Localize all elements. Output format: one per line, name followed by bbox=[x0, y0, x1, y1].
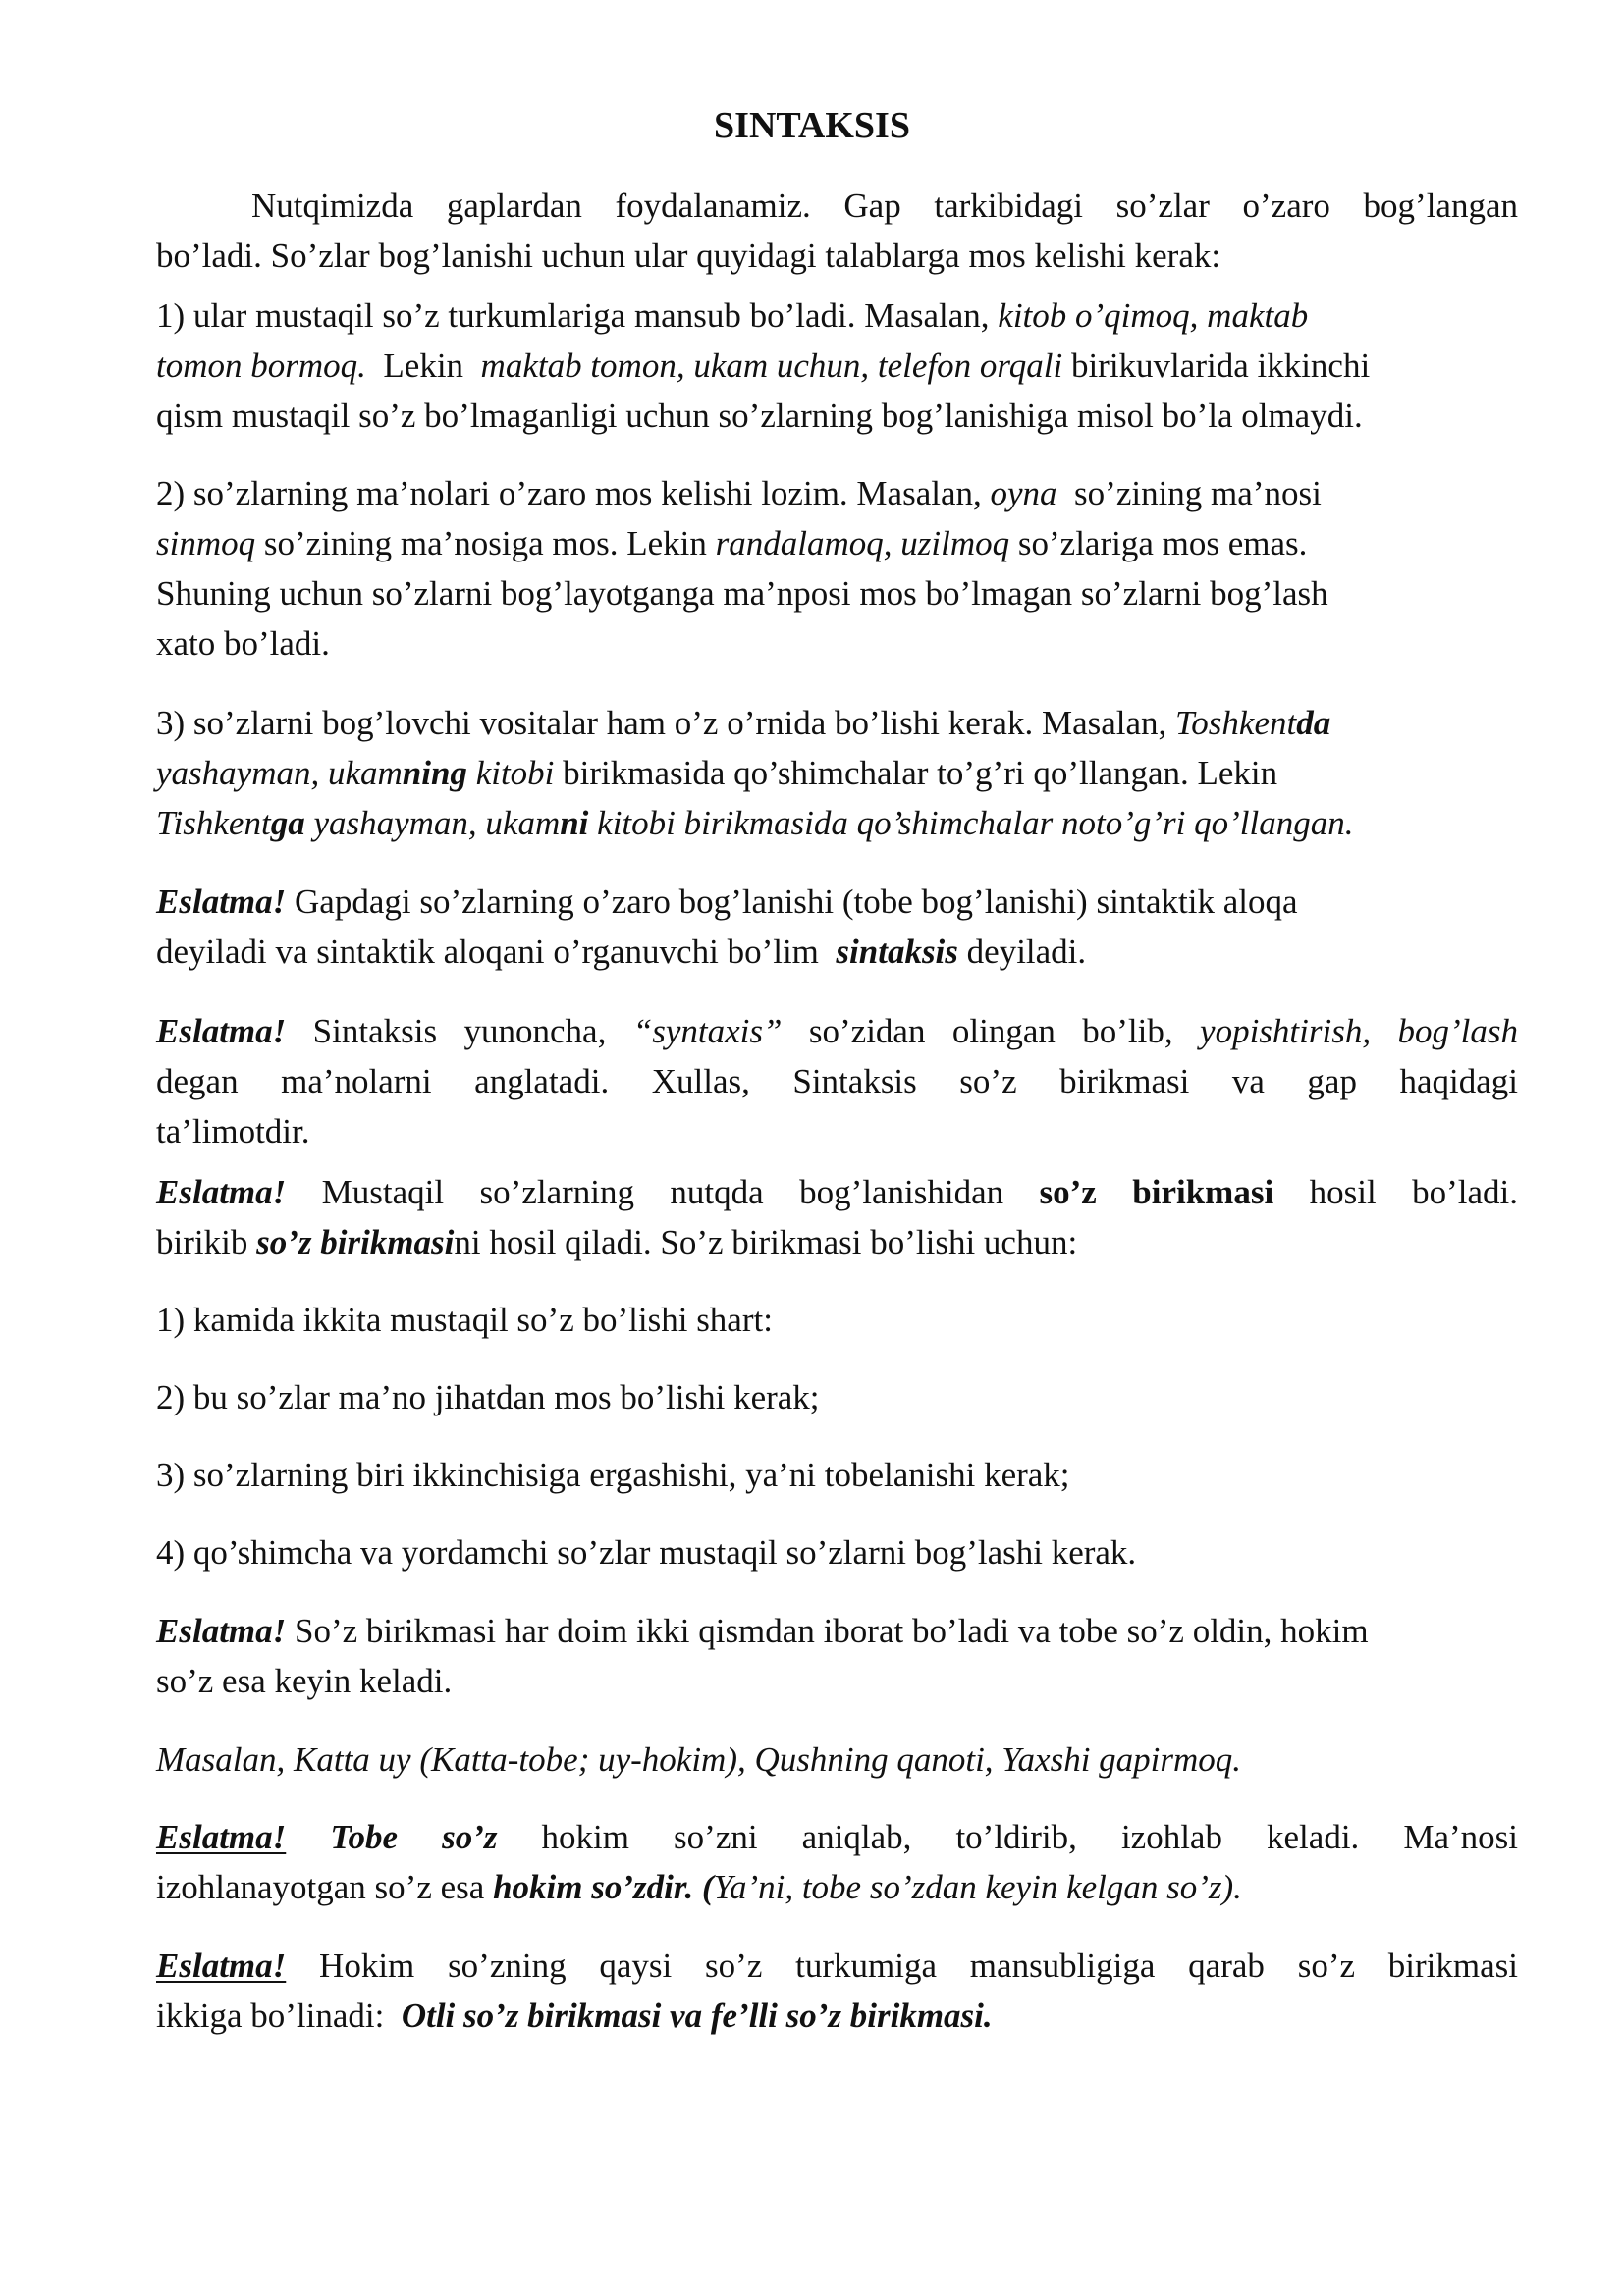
note1-text-3: deyiladi. bbox=[957, 933, 1087, 971]
note2-example: yopishtirish, bog’lash bbox=[1200, 1012, 1519, 1050]
note1-line-1 bbox=[156, 877, 1518, 927]
note5-line-2 bbox=[156, 1862, 1518, 1912]
item2-example: oyna bbox=[990, 474, 1057, 512]
note3-line-2 bbox=[156, 1217, 1518, 1267]
condition-item: 2) bu so’zlar ma’no jihatdan mos bo’lishi kerak; bbox=[156, 1378, 820, 1416]
note6-line-2 bbox=[156, 1991, 1518, 2041]
note6-term: Otli so’z birikmasi va fe’lli so’z birikmasi. bbox=[401, 1997, 993, 2035]
item2-line-3 bbox=[156, 568, 1518, 618]
item1-text-4: qism mustaqil so’z bo’lmaganligi uchun so’zlarning bog’lanishiga misol bo’la olmaydi. bbox=[156, 397, 1363, 435]
item2-text-6: xato bo’ladi. bbox=[156, 624, 330, 663]
item1-line-2 bbox=[156, 341, 1518, 391]
item3-suffix-4: ni bbox=[560, 804, 589, 842]
item3-example-6: kitobi birikmasida qo’shimchalar noto’g’ri qo’llangan. bbox=[588, 804, 1354, 842]
note6-label: Eslatma! bbox=[156, 1947, 287, 1985]
item2-text: 2) so’zlarning ma’nolari o’zaro mos kelishi lozim. Masalan, bbox=[156, 474, 991, 512]
condition-item: 4) qo’shimcha va yordamchi so’zlar mustaqil so’zlarni bog’lashi kerak. bbox=[156, 1533, 1137, 1572]
note5-label: Eslatma! bbox=[156, 1818, 287, 1856]
note1-text: Gapdagi so’zlarning o’zaro bog’lanishi (tobe bog’lanishi) sintaktik aloqa bbox=[286, 882, 1298, 921]
note4-text-2: so’z esa keyin keladi. bbox=[156, 1662, 453, 1700]
intro-line-2 bbox=[156, 231, 1518, 281]
note2-text-3: degan ma’nolarni anglatadi. Xullas, Sintaksis so’z birikmasi va gap haqidagi bbox=[156, 1062, 1518, 1100]
condition-item: 3) so’zlarning biri ikkinchisiga ergashishi, ya’ni tobelanishi kerak; bbox=[156, 1456, 1070, 1494]
intro-line-1 bbox=[156, 181, 1518, 231]
note3-text-3: birikib bbox=[156, 1223, 257, 1261]
item3-example-5: yashayman, ukam bbox=[304, 804, 561, 842]
item2-text-4: so’zlariga mos emas. bbox=[1009, 524, 1308, 562]
note4-line-1 bbox=[156, 1606, 1518, 1656]
item3-line-3 bbox=[156, 798, 1518, 848]
note5-line-1 bbox=[156, 1812, 1518, 1862]
note1-label: Eslatma! bbox=[156, 882, 287, 921]
note6-line-1 bbox=[156, 1941, 1518, 1991]
note3-text: Mustaqil so’zlarning nutqda bog’lanishidan bbox=[286, 1173, 1040, 1211]
item1-line-1 bbox=[156, 291, 1518, 341]
note2-label: Eslatma! bbox=[156, 1012, 287, 1050]
note4-line-2 bbox=[156, 1656, 1518, 1706]
note4-label: Eslatma! bbox=[156, 1612, 287, 1650]
item2-line-2 bbox=[156, 518, 1518, 568]
note2-text-4: ta’limotdir. bbox=[156, 1112, 310, 1150]
item1-example-2: tomon bormoq. bbox=[156, 347, 366, 385]
item3-suffix-2: ning bbox=[402, 754, 467, 792]
note2-text-2: so’zidan olingan bo’lib, bbox=[782, 1012, 1201, 1050]
note2-line-3 bbox=[156, 1106, 1518, 1156]
item2-text-2: so’zining ma’nosi bbox=[1056, 474, 1322, 512]
item3-suffix-3: ga bbox=[270, 804, 305, 842]
note6-text: Hokim so’zning qaysi so’z turkumiga mansubligiga qarab so’z birikmasi bbox=[286, 1947, 1518, 1985]
item1-text-3: birikuvlarida ikkinchi bbox=[1062, 347, 1371, 385]
note5-example: Ya’ni, tobe so’zdan keyin kelgan so’z). bbox=[713, 1868, 1242, 1906]
note5-text: hokim so’zni aniqlab, to’ldirib, izohlab keladi. Ma’nosi bbox=[497, 1818, 1518, 1856]
condition-item: 1) kamida ikkita mustaqil so’z bo’lishi shart: bbox=[156, 1301, 773, 1339]
item3-line-2 bbox=[156, 748, 1518, 798]
item2-example-2: sinmoq bbox=[156, 524, 256, 562]
note3-text-2: hosil bo’ladi. bbox=[1273, 1173, 1518, 1211]
note5-text-2: izohlanayotgan so’z esa bbox=[156, 1868, 494, 1906]
item1-text-2: Lekin bbox=[365, 347, 481, 385]
note5-term: Tobe so’z bbox=[330, 1818, 498, 1856]
note1-line-2 bbox=[156, 927, 1518, 977]
note3-label: Eslatma! bbox=[156, 1173, 287, 1211]
item3-text: 3) so’zlarni bog’lovchi vositalar ham o’z o’rnida bo’lishi kerak. Masalan, bbox=[156, 704, 1176, 742]
note3-term: so’z birikmasi bbox=[1039, 1173, 1274, 1211]
item3-line-1 bbox=[156, 698, 1518, 748]
item1-example: kitob o’qimoq, maktab bbox=[998, 296, 1309, 335]
note3-term-2: so’z birikmasi bbox=[256, 1223, 455, 1261]
item1-example-3: maktab tomon, ukam uchun, telefon orqali bbox=[480, 347, 1063, 385]
item3-suffix: da bbox=[1296, 704, 1331, 742]
item2-example-3: randalamoq, uzilmoq bbox=[715, 524, 1010, 562]
note2-text: Sintaksis yunoncha, bbox=[286, 1012, 633, 1050]
item3-example-3: kitobi bbox=[466, 754, 555, 792]
note2-line-2 bbox=[156, 1056, 1518, 1106]
note3-text-4: ni hosil qiladi. So’z birikmasi bo’lishi uchun: bbox=[454, 1223, 1078, 1261]
note1-text-2: deyiladi va sintaktik aloqani o’rganuvchi bo’lim bbox=[156, 933, 837, 971]
page-title: SINTAKSIS bbox=[714, 105, 910, 146]
note5-term-2: hokim so’zdir. ( bbox=[493, 1868, 714, 1906]
intro-text-2: bo’ladi. So’zlar bog’lanishi uchun ular quyidagi talablarga mos kelishi kerak: bbox=[156, 237, 1221, 275]
item1-text: 1) ular mustaqil so’z turkumlariga mansub bo’ladi. Masalan, bbox=[156, 296, 999, 335]
item2-line-1 bbox=[156, 468, 1518, 518]
note3-line-1 bbox=[156, 1167, 1518, 1217]
item3-example-4: Tishkent bbox=[156, 804, 271, 842]
item3-example: Toshkent bbox=[1175, 704, 1297, 742]
note6-text-2: ikkiga bo’linadi: bbox=[156, 1997, 402, 2035]
item2-text-5: Shuning uchun so’zlarni bog’layotganga ma’nposi mos bo’lmagan so’zlarni bog’lash bbox=[156, 574, 1328, 613]
example-line: Masalan, Katta uy (Katta-tobe; uy-hokim), Qushning qanoti, Yaxshi gapirmoq. bbox=[156, 1740, 1242, 1779]
item2-text-3: so’zining ma’nosiga mos. Lekin bbox=[255, 524, 716, 562]
note4-text: So’z birikmasi har doim ikki qismdan iborat bo’ladi va tobe so’z oldin, hokim bbox=[286, 1612, 1369, 1650]
item2-line-4 bbox=[156, 618, 1518, 668]
intro-text-1: Nutqimizda gaplardan foydalanamiz. Gap tarkibidagi so’zlar o’zaro bog’langan bbox=[251, 187, 1518, 225]
item1-line-3 bbox=[156, 391, 1518, 441]
note1-term: sintaksis bbox=[836, 933, 958, 971]
note2-quote: “syntaxis” bbox=[632, 1012, 783, 1050]
item3-example-2: yashayman, ukam bbox=[156, 754, 403, 792]
item3-text-2: birikmasida qo’shimchalar to’g’ri qo’llangan. Lekin bbox=[554, 754, 1278, 792]
note2-line-1 bbox=[156, 1006, 1518, 1056]
